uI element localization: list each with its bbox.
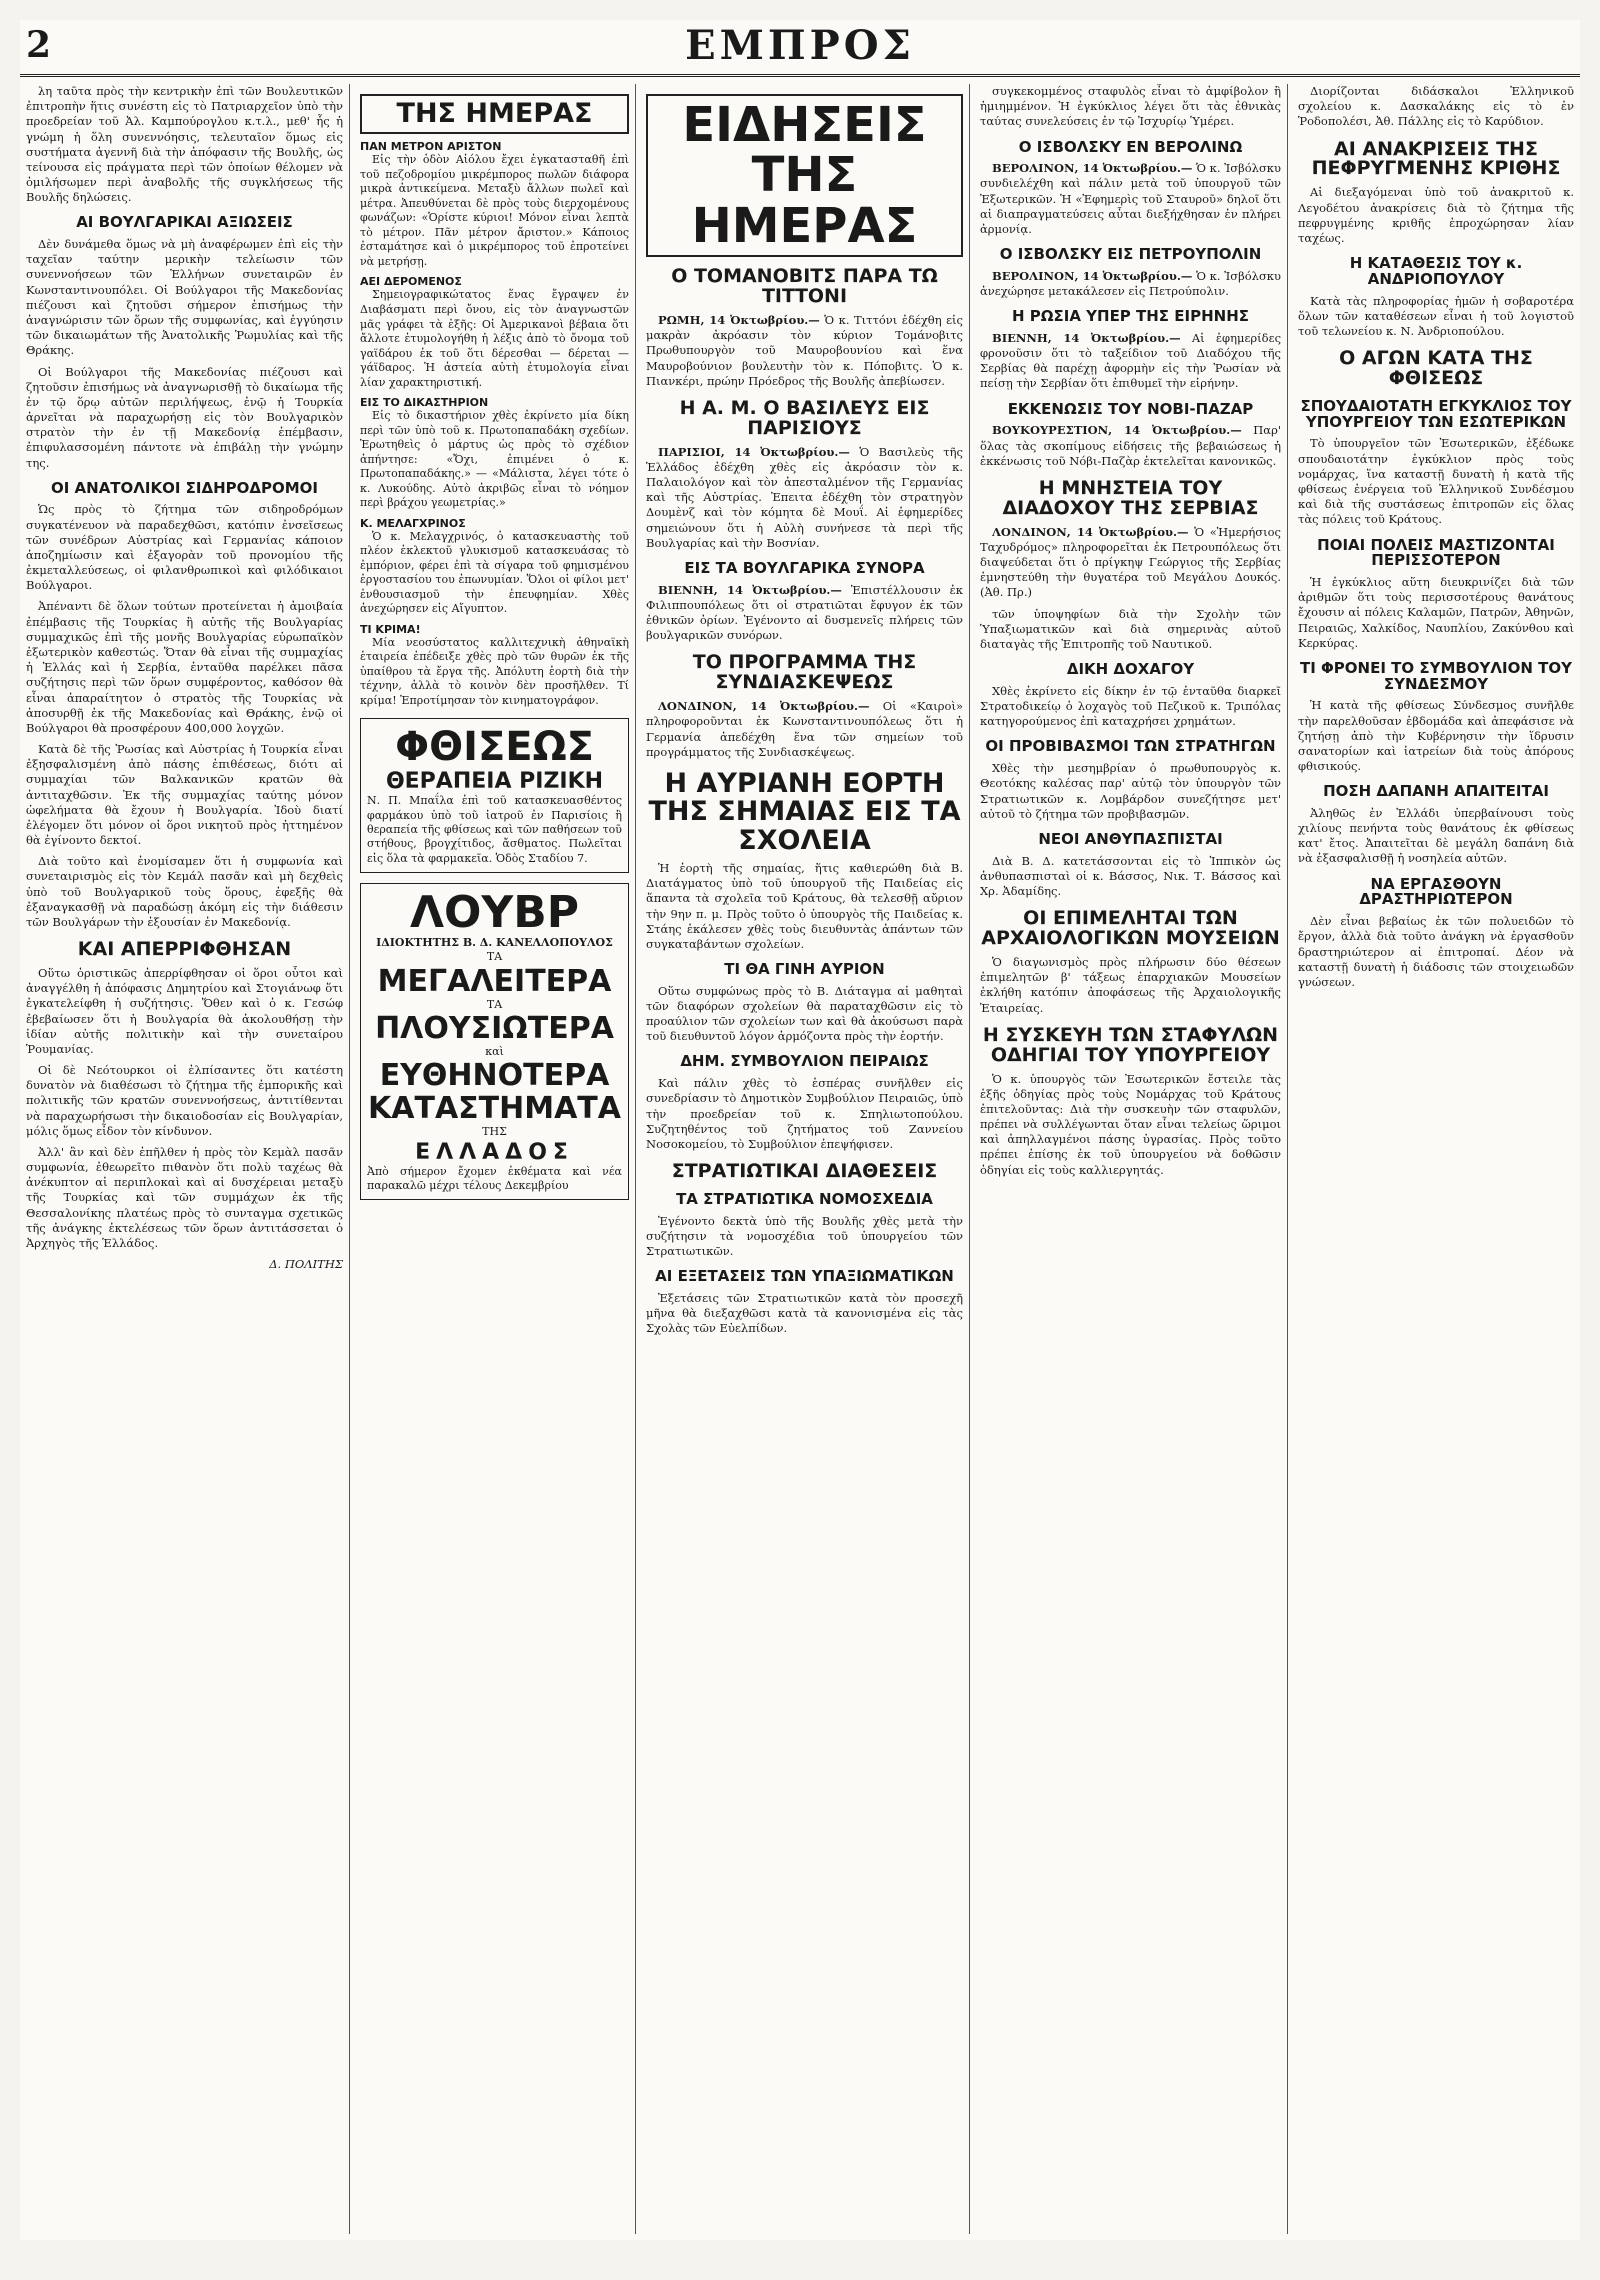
article-text: Ἀλλ' ἂν καὶ δὲν ἐπῆλθεν ἡ πρὸς τὸν Κεμὰλ πασᾶν συμφωνία, ἐθεωρεῖτο πιθανὸν ὅτι πολὺ ταχέως θὰ ἀνέκυπτον αἱ περιπλοκαὶ καὶ αἱ δυσχέρειαι μεταξὺ τῆς Τουρκίας καὶ τῶν συμμάχων ἐκ τῆς Θεσσαλονίκης πλατέως πρὸς τὸ συνταγμα σχετικῶς τῆς ἀνάγκης ἐκτελέσεως τῶν ὅρων ἀντιτάσσεται ὁ Ἀρχηγὸς τῆς Ἑλλάδος.	[26, 1144, 343, 1250]
ad-line: ΤΑ	[486, 950, 503, 964]
article-text: τῶν ὑποψηφίων διὰ τὴν Σχολὴν τῶν Ὑπαξιωματικῶν καὶ διὰ σημερινὰς αὐτοῦ διαταγὰς τῆς Ἐπιτροπῆς τοῦ Ναυτικοῦ.	[980, 606, 1281, 651]
ad-line: καὶ	[485, 1044, 504, 1058]
dateline: ΒΟΥΚΟΥΡΕΣΤΙΟΝ, 14 Ὀκτωβρίου.—	[992, 423, 1242, 438]
news-headline: Ο ΤΟΜΑΝΟΒΙΤΣ ΠΑΡΑ ΤΩ ΤΙΤΤΟΝΙ	[671, 265, 938, 308]
article-text: Κατὰ τὰς πληροφορίας ἡμῶν ἡ σοβαροτέρα ὅλων τῶν καταθέσεων εἶναι ἡ τοῦ λογιστοῦ τοῦ τελωνείου κ. Ν. Ἀνδριοπούλου.	[1298, 293, 1574, 338]
dateline: ΒΙΕΝΝΗ, 14 Ὀκτωβρίου.—	[992, 330, 1181, 345]
ad-body: Ν. Π. Μπαΐλα ἐπὶ τοῦ κατασκευασθέντος φαρμάκου ὑπὸ τοῦ ἰατροῦ ἐν Παρισίοις ἢ θεραπεία τῆς φθίσεως καὶ τῶν παθήσεων τοῦ στήθους, βρογχίτιδος, ἄσθματος. Πωλεῖται εἰς ὅλα τὰ φαρμακεῖα. Ὁδὸς Σταδίου 7.	[367, 794, 622, 865]
column-1	[20, 84, 350, 2234]
article-text: Ὡς πρὸς τὸ ζήτημα τῶν σιδηροδρόμων συγκατένευον νὰ παραδεχθῶσι, κατόπιν ἐνσεῖσεως τῶν συνέδρων Αὐστρίας καὶ Γερμανίας κάποιον ἀποζημίωσιν καὶ ἐξαγορὰν τοῦ προνομίου τῆς ἐκμεταλλεύσεως, οἱ φιλανθρωπικοὶ καὶ φιλόδικαιοι Βούλγαροι.	[26, 502, 343, 593]
ad-title: ΛΟΥΒΡ	[409, 886, 580, 938]
author-signature: Δ. ΠΟΛΙΤΗΣ	[269, 1257, 343, 1272]
article-text: Οἱ Βούλγαροι τῆς Μακεδονίας πιέζουσι καὶ ζητοῦσιν ἐπισήμως νὰ ἀναγνωρισθῇ τὸ δικαίωμα τῆς ἐν τῷ ὅρῳ αὐτῶν περιλήψεως, ἐνῷ ἡ Τουρκία ἀρνεῖται νὰ παραχωρήσῃ εἰς τὸν Βουλγαρικὸν στρατὸν τὴν ἐν τῇ Μακεδονίᾳ ἐπέμβασιν, ἐπιφυλασσομένη πάντοτε νὰ ἐπιβάλῃ τὴν γνώμην της.	[26, 364, 343, 470]
article-text: Ὁ «Ἡμερήσιος Ταχυδρόμος» πληροφορεῖται ἐκ Πετρουπόλεως ὅτι διαψεύδεται ὅτι ὁ πρίγκηψ Γεώργιος τῆς Σερβίας ἐμνηστεύθη τὴν θυγατέρα τοῦ Μεγάλου Δουκός. (Ἀθ. Πρ.)	[980, 524, 1281, 600]
news-headline: ΠΟΙΑΙ ΠΟΛΕΙΣ ΜΑΣΤΙΖΟΝΤΑΙ ΠΕΡΙΣΣΟΤΕΡΟΝ	[1317, 535, 1555, 570]
news-headline: ΔΗΜ. ΣΥΜΒΟΥΛΙΟΝ ΠΕΙΡΑΙΩΣ	[680, 1052, 929, 1071]
news-subheadline: ΣΠΟΥΔΑΙΟΤΑΤΗ ΕΓΚΥΚΛΙΟΣ ΤΟΥ ΥΠΟΥΡΓΕΙΟΥ ΤΩΝ ΕΣΩΤΕΡΙΚΩΝ	[1300, 396, 1572, 431]
ad-footer: Ἀπὸ σήμερον ἔχομεν ἐκθέματα καὶ νέα παρακαλῶ μέχρι τέλους Δεκεμβρίου	[367, 1164, 622, 1192]
article-text: Ἐξετάσεις τῶν Στρατιωτικῶν κατὰ τὸν προσεχῆ μῆνα θὰ διεξαχθῶσι κατὰ τὰ κανονισμένα εἰς τὰς Σχολὰς τῶν Εὐελπίδων.	[646, 1291, 963, 1336]
news-headline: Ο ΙΣΒΟΛΣΚΥ ΕΝ ΒΕΡΟΛΙΝΩ	[1018, 137, 1243, 156]
article-text: Χθὲς ἐκρίνετο εἰς δίκην ἐν τῷ ἐνταῦθα διαρκεῖ Στρατοδικείῳ ὁ λοχαγὸς τοῦ Πεζικοῦ κ. Τριπόλας κατηγορούμενος ἐπὶ καταχρήσει χρημάτων.	[980, 683, 1281, 729]
article-text: Ἐγένοντο δεκτὰ ὑπὸ τῆς Βουλῆς χθὲς μετὰ τὴν συζήτησιν τὰ νομοσχέδια τοῦ ὑπουργείου τῶν Στρατιωτικῶν.	[646, 1213, 963, 1259]
news-subheadline: ΤΑ ΣΤΡΑΤΙΩΤΙΚΑ ΝΟΜΟΣΧΕΔΙΑ	[676, 1190, 933, 1209]
column-3	[640, 84, 970, 2234]
news-headline: ΤΙ ΘΑ ΓΙΝΗ ΑΥΡΙΟΝ	[724, 960, 885, 979]
masthead	[20, 20, 1580, 77]
article-text: Διὰ Β. Δ. κατετάσσονται εἰς τὸ Ἱππικὸν ὡς ἀνθυπασπισταὶ οἱ κ. Βάσσος, Νικ. Τ. Βάσσος καὶ Χρ. Ἀδαμίδης.	[980, 853, 1281, 898]
article-text: Εἰς τὸ δικαστήριον χθὲς ἐκρίνετο μία δίκη περὶ τῶν ὑπὸ τοῦ κ. Πρωτοπαπαδάκη σχεδίων. Ἐρωτηθεὶς ὁ μάρτυς ὡς πρὸς τὸ σχέδιον ἀπήντησε: «Ὄχι, ἐπιμένει ὁ κ. Πρωτοπαπαδάκης.» — «Μάλιστα, λέγει τότε ὁ κ. Λυκούδης. Αὐτὸ ἀκριβῶς εἶναι τὸ νόημον περὶ βράχου γεωμετρίας.»	[360, 409, 629, 510]
column-4	[974, 84, 1288, 2234]
article-text: Καὶ πάλιν χθὲς τὸ ἑσπέρας συνῆλθεν εἰς συνεδρίασιν τὸ Δημοτικὸν Συμβούλιον Πειραιῶς, ὑπὸ τὴν προεδρείαν τοῦ κ. Σπηλιωτοπούλου. Συζητηθέντος τοῦ ζητήματος τοῦ Ζαννείου Νοσοκομείου, τὸ Συμβούλιον ἐπεψήφισεν.	[646, 1076, 963, 1151]
dateline: ΛΟΝΔΙΝΟΝ, 14 Ὀκτωβρίου.—	[992, 524, 1189, 539]
news-headline: ΕΙΣ ΤΑ ΒΟΥΛΓΑΡΙΚΑ ΣΥΝΟΡΑ	[684, 558, 925, 577]
ad-title: ΦΘΙΣΕΩΣ	[395, 724, 594, 771]
ad-line: ΕΛΛΑΔΟΣ	[415, 1139, 574, 1165]
column-2	[354, 84, 636, 2234]
news-headline: Ο ΑΓΩΝ ΚΑΤΑ ΤΗΣ ΦΘΙΣΕΩΣ	[1339, 347, 1533, 390]
article-text: Ὁ κ. Ἰσβόλσκυ ἀνεχώρησε μετακάλεσεν εἰς Πετρούπολιν.	[980, 268, 1281, 299]
news-headline: ΤΟ ΠΡΟΓΡΑΜΜΑ ΤΗΣ ΣΥΝΔΙΑΣΚΕΨΕΩΣ	[692, 651, 917, 694]
ad-subtitle: ΘΕΡΑΠΕΙΑ ΡΙΖΙΚΗ	[385, 769, 604, 795]
article-text: Ἡ ἐγκύκλιος αὕτη διευκρινίζει διὰ τῶν ἀριθμῶν ὅτι τοὺς περισσοτέρους θανάτους ἔχουσιν αἱ πόλεις Καλαμῶν, Πατρῶν, Ἀθηνῶν, Πειραιῶς, Χαλκίδος, Ναυπλίου, Ζακύνθου καὶ Κερκύρας.	[1298, 575, 1574, 650]
section-heading: ΑΙ ΒΟΥΛΓΑΡΙΚΑΙ ΑΞΙΩΣΕΙΣ	[76, 213, 293, 232]
dateline: ΒΙΕΝΝΗ, 14 Ὀκτωβρίου.—	[658, 582, 842, 597]
item-title: Κ. ΜΕΛΑΓΧΡΙΝΟΣ	[360, 516, 466, 530]
dateline: ΒΕΡΟΛΙΝΟΝ, 14 Ὀκτωβρίου.—	[992, 161, 1193, 176]
news-headline: Ο ΙΣΒΟΛΣΚΥ ΕΙΣ ΠΕΤΡΟΥΠΟΛΙΝ	[999, 245, 1262, 264]
article-text: Δὲν εἶναι βεβαίως ἐκ τῶν πολυειδῶν τὸ ἔργον, ἀλλὰ διὰ τοῦτο ἀνάγκη νὰ ἐργασθοῦν δραστηριώτερον αἱ ἐπιτροπαί. Δέον νὰ καταστῇ δυνατὴ ἡ διάδοσις τῶν στοιχειωδῶν γνώσεων.	[1298, 914, 1574, 989]
news-headline: Η ΣΥΣΚΕΥΗ ΤΩΝ ΣΤΑΦΥΛΩΝ ΟΔΗΓΙΑΙ ΤΟΥ ΥΠΟΥΡΓΕΙΟΥ	[982, 1023, 1279, 1066]
news-headline: ΑΙ ΕΞΕΤΑΣΕΙΣ ΤΩΝ ΥΠΑΞΙΩΜΑΤΙΚΩΝ	[655, 1267, 954, 1286]
section-heading: ΕΙΔΗΣΕΙΣ ΤΗΣ ΗΜΕΡΑΣ	[646, 94, 963, 257]
dateline: ΠΑΡΙΣΙΟΙ, 14 Ὀκτωβρίου.—	[658, 444, 850, 459]
article-text: Αἱ ἐφημερίδες φρονοῦσιν ὅτι τὸ ταξείδιον τοῦ Διαδόχου τῆς Σερβίας θὰ παρέχῃ ἀφορμὴν εἰς τὴν Ῥωσίαν νὰ πείσῃ τὴν Σερβίαν ὅτι ἐπιθυμεῖ τὴν εἰρήνην.	[980, 330, 1282, 391]
article-text: Ὁ κ. Τιττόνι ἐδέχθη εἰς μακρὰν ἀκρόασιν τὸν κύριον Τομάνοβιτς Πρωθυπουργὸν τοῦ Μαυροβουνίου καὶ ἕνα Μαυροβούνιον βουλευτὴν τὸν κ. Πόποβιτς. Ὁ κ. Πιανκέρι, πρώην Πρόεδρος τῆς Βουλῆς ἀπεβίωσεν.	[646, 313, 963, 388]
article-text: λη ταῦτα πρὸς τὴν κεντρικὴν ἐπὶ τῶν Βουλευτικῶν ἐπιτροπὴν ἥτις συνέστη εἰς τὸ Πατριαρχεῖον ὑπὸ τὴν προεδρείαν τοῦ Ἀλ. Καμπούρογλου κ.τ.λ., μεθ' ἧς ἡ γνώμη ἡ ὅλη συνεννόησις, τελευταῖον ὅμως εἰς συστήματα ἀγεννῆ διὰ τὴν ἀπόφασιν τῆς Βουλῆς, ὡς τείνουσα εἰς πράγματα περὶ τῶν ὁποίων θέλομεν νὰ ὁμιλήσωμεν περὶ ἀναβολῆς τῆς συγκλήσεως τῆς Βουλῆς δηλώσεις.	[26, 84, 343, 205]
dateline: ΡΩΜΗ, 14 Ὀκτωβρίου.—	[658, 313, 820, 328]
article-text: Ὁ κ. ὑπουργὸς τῶν Ἐσωτερικῶν ἔστειλε τὰς ἑξῆς ὁδηγίας πρὸς τοὺς Νομάρχας τοῦ Κράτους ἐπιτελοῦντας: Διὰ τὴν συσκευὴν τῶν σταφυλῶν, πρέπει νὰ συλλέγωνται ὅταν εἶναι τελείως ὥριμοι καὶ ἀπηλλαγμένοι πάσης ὑγρασίας. Πρὸς τοῦτο πρέπει ἐπίσης ἐκ τοῦ ὑπουργείου νὰ δοθῶσιν ὁδηγίαι εἰς τοὺς καλλιεργητάς.	[980, 1071, 1281, 1177]
news-headline: ΑΙ ΑΝΑΚΡΙΣΕΙΣ ΤΗΣ ΠΕΦΡΥΓΜΕΝΗΣ ΚΡΙΘΗΣ	[1311, 137, 1561, 180]
article-text: Εἰς τὴν ὁδὸν Αἰόλου ἔχει ἐγκατασταθῆ ἐπὶ τοῦ πεζοδρομίου μικρέμπορος πωλῶν διάφορα μικρὰ ἀντικείμενα. Μεταξὺ ἄλλων πωλεῖ καὶ μέτρα. Ἀπευθύνεται δὲ πρὸς τοὺς διερχομένους φωνάζων: «Ὁρίστε κύριοι! Μόνον εἶναι λεπτὰ τὸ μέτρον. Πᾶν μέτρον ἄριστον.» Κάποιος ἐσταμάτησε καὶ ὁ μικρέμπορος τοῦ ἐπροτείνει νὰ μετρήσῃ.	[360, 153, 629, 268]
section-heading: ΟΙ ΑΝΑΤΟΛΙΚΟΙ ΣΙΔΗΡΟΔΡΟΜΟΙ	[50, 478, 319, 497]
newspaper-title: ΕΜΠΡΟΣ	[685, 22, 915, 69]
item-title: ΠΑΝ ΜΕΤΡΟΝ ΑΡΙΣΤΟΝ	[360, 140, 502, 154]
news-headline: ΝΕΟΙ ΑΝΘΥΠΑΣΠΙΣΤΑΙ	[1038, 829, 1223, 848]
article-text: συγκεκομμένος σταφυλὸς εἶναι τὸ ἀμφίβολον ἢ ἡμιημμένον. Ἡ ἐγκύκλιος λέγει ὅτι τὰς ἐθνικὰς ταύτας συνελεύσεις ἐν τῷ Ἰσχυρίῳ Ὑμέρει.	[980, 84, 1281, 129]
item-title: ΕΙΣ ΤΟ ΔΙΚΑΣΤΗΡΙΟΝ	[360, 396, 489, 410]
dateline: ΛΟΝΔΙΝΟΝ, 14 Ὀκτωβρίου.—	[658, 699, 870, 714]
article-text: Ἐπιστέλλουσιν ἐκ Φιλιππουπόλεως ὅτι οἱ στρατιῶται ἔφυγον ἐκ τῶν ἐθνικῶν ὁρίων. Ἐγένοντο αἱ δυσμενεῖς πλήρεις τῶν βουλγαρικῶν συνόρων.	[646, 582, 963, 643]
news-headline: Η Α. Μ. Ο ΒΑΣΙΛΕΥΣ ΕΙΣ ΠΑΡΙΣΙΟΥΣ	[679, 396, 930, 439]
article-text: Αἱ διεξαγόμεναι ὑπὸ τοῦ ἀνακριτοῦ κ. Λεγοδέτου ἀνακρίσεις διὰ τὸ ζήτημα τῆς πεφρυγμένης κριθῆς ἐπροχώρησαν λίαν ταχέως.	[1298, 185, 1574, 245]
page-number: 2	[26, 24, 52, 66]
article-text: Δὲν δυνάμεθα ὅμως νὰ μὴ ἀναφέρωμεν ἐπὶ εἰς τὴν ταχεῖαν ταύτην μερικὴν τελείωσιν τῶν συνεννοήσεων τῶν Ἑλλήνων συνεταιρῶν ἐν Κωνσταντινουπόλει. Οἱ Βούλγαροι τῆς Μακεδονίας πιέζουσι καὶ ζητοῦσι σήμερον ἐπισήμως τὴν ἀναγνώρισιν τῶν ὅρων τῆς συμφωνίας, καὶ ἐγγύησιν τῶν δικαιωμάτων τῆς Ἀνατολικῆς Ῥωμυλίας καὶ τῆς Θράκης.	[26, 237, 343, 358]
news-headline: Η ΑΥΡΙΑΝΗ ΕΟΡΤΗ ΤΗΣ ΣΗΜΑΙΑΣ ΕΙΣ ΤΑ ΣΧΟΛΕΙΑ	[648, 767, 961, 856]
news-headline: ΕΚΚΕΝΩΣΙΣ ΤΟΥ ΝΟΒΙ-ΠΑΖΑΡ	[1007, 399, 1254, 418]
news-headline: ΟΙ ΠΡΟΒΙΒΑΣΜΟΙ ΤΩΝ ΣΤΡΑΤΗΓΩΝ	[985, 737, 1276, 756]
article-text: Χθὲς τὴν μεσημβρίαν ὁ πρωθυπουργὸς κ. Θεοτόκης καλέσας παρ' αὐτῷ τὸν ὑπουργὸν τῶν Στρατιωτικῶν κ. Λομβάρδον συνεζήτησε μετ' αὐτοῦ τὸ ζήτημα τῶν προβιβασμῶν.	[980, 761, 1281, 821]
ad-line: ΤΗΣ	[482, 1125, 507, 1139]
dateline: ΒΕΡΟΛΙΝΟΝ, 14 Ὀκτωβρίου.—	[992, 268, 1193, 283]
ad-line: ΤΑ	[486, 997, 503, 1011]
news-headline: ΤΙ ΦΡΟΝΕΙ ΤΟ ΣΥΜΒΟΥΛΙΟΝ ΤΟΥ ΣΥΝΔΕΣΜΟΥ	[1300, 658, 1572, 693]
advertisement-phthisis	[360, 718, 629, 872]
section-heading: ΚΑΙ ΑΠΕΡΡΙΦΘΗΣΑΝ	[77, 938, 292, 961]
item-title: ΑΕΙ ΔΕΡΟΜΕΝΟΣ	[360, 275, 462, 289]
ad-line: ΜΕΓΑΛΕΙΤΕΡΑ	[377, 963, 612, 999]
article-text: Οὕτω ὁριστικῶς ἀπερρίφθησαν οἱ ὅροι οὗτοι καὶ ἀναγγέλθη ἡ ἀπόφασις Δημητρίου καὶ Στογιάνωφ ὅτι ἐγκατελείφθη ἡ συζήτησις. Ὅθεν καὶ ὁ κ. Γεσώφ ἐβεβαίωσεν ὅτι ἡ Βουλγαρία θὰ ἀκολουθήσῃ τὴν ἰδίαν αὐτῆς πολιτικὴν καὶ τὴν συνεταίρου Ῥουμανίας.	[26, 966, 343, 1056]
newspaper-page	[20, 20, 1580, 2240]
news-headline: ΠΟΣΗ ΔΑΠΑΝΗ ΑΠΑΙΤΕΙΤΑΙ	[1323, 782, 1549, 801]
article-text: Κατὰ δὲ τῆς Ῥωσίας καὶ Αὐστρίας ἡ Τουρκία εἶναι ἐξησφαλισμένη ἀπὸ πάσης ἐπιθέσεως, διότι αἱ συμμαχίαι τῶν Βαλκανικῶν κρατῶν θὰ ἀντιταχθῶσιν. Ἐκ τῆς συμμαχίας ταύτης μόνον ὠφελήματα θὰ ἔχουν ἡ Βουλγαρία. Ἰδοὺ διατί ἐλέγομεν ὅτι μόνον οἱ ὅροι νικητοῦ πρὸς ἡττημένον θὰ ἐγίνοντο δεκτοί.	[26, 742, 343, 848]
article-text: Ἀπέναντι δὲ ὅλων τούτων προτείνεται ἡ ἀμοιβαία ἐπέμβασις τῆς Τουρκίας ἢ αὐτῆς τῆς Βουλγαρίας συμμαχικῶς ἐπὶ τῆς μονῆς Βουλγαρίας εὐρωπαϊκὸν ἐξωτερικὸν καθεστώς. Ὅταν θὰ εἶναι τῆς συμμαχίας ἡ Ἑλλάς καὶ ἡ Σερβία, ἐνταῦθα παρέλκει πᾶσα συζήτησις περὶ τῶν ὅρων συμφέροντος, καθόσον θὰ εἶναι ἀπαραίτητον ὁ στρατὸς τῆς Τουρκίας νὰ ἀποσυρθῇ ἐκ τῆς Μακεδονίας καὶ Θράκης, ἐνῷ οἱ Βούλγαροι θὰ προσφέρουν 400,000 λογχῶν.	[26, 599, 343, 735]
article-text: Ἡ κατὰ τῆς φθίσεως Σύνδεσμος συνῆλθε τὴν παρελθοῦσαν ἑβδομάδα καὶ ἀπεφάσισε νὰ ζητήσῃ ἀπὸ τὴν Κυβέρνησιν τὴν ἵδρυσιν σανατορίων καὶ ἰατρείων διὰ τοὺς ἀπόρους φθισικούς.	[1298, 698, 1574, 774]
news-headline: ΣΤΡΑΤΙΩΤΙΚΑΙ ΔΙΑΘΕΣΕΙΣ	[671, 1160, 938, 1183]
article-text: Οἱ «Καιροὶ» πληροφοροῦνται ἐκ Κωνσταντινουπόλεως ὅτι ἡ Γερμανία ἀπεδέχθη ἕνα τῶν σημείων τοῦ προγράμματος τῆς Συνδιασκέψεως.	[646, 699, 963, 759]
item-title: ΤΙ ΚΡΙΜΑ!	[360, 622, 421, 636]
ad-line: ΚΑΤΑΣΤΗΜΑΤΑ	[368, 1091, 621, 1127]
article-text: Διὰ τοῦτο καὶ ἐνομίσαμεν ὅτι ἡ συμφωνία καὶ συνεταιρισμὸς εἰς τὸν Κεμάλ πασᾶν καὶ μὴ δεχθεὶς ὑπὸ τοῦ Βουλγαρικοῦ τοὺς ὅρους, ἐφεξῆς θὰ ἐξαναγκασθῇ νὰ παραδώσῃ ἀκόμη εἰς τὴν διάθεσιν τῶν Βουλγάρων τὴν ἐξουσίαν ἐν Μακεδονίᾳ.	[26, 854, 343, 929]
article-text: Ἀληθῶς ἐν Ἑλλάδι ὑπερβαίνουσι τοὺς χιλίους πενήντα τοὺς θανάτους ἐκ φθίσεως κατ' ἔτος. Ἀπαιτεῖται δὲ μεγάλη δαπάνη διὰ νὰ ἐξασφαλισθῇ ἡ νοσηλεία αὐτῶν.	[1298, 805, 1574, 866]
article-text: Μία νεοσύστατος καλλιτεχνικὴ ἀθηναϊκὴ ἑταιρεία ἐπέδειξε χθὲς πρὸ τῶν θυρῶν ἐκ τῆς ὑπαίθρου τὰ ἔργα τῆς. Ἀπόλυτη ἑορτὴ διὰ τὴν τέχνην, ἀλλὰ τὸ κοινὸν δὲν προσῆλθεν. Τί κρίμα! Ἐπροτίμησαν τὸν κινηματογράφον.	[360, 635, 629, 707]
article-text: Ὁ κ. Ἰσβόλσκυ συνδιελέχθη καὶ πάλιν μετὰ τοῦ ὑπουργοῦ τῶν Ἐξωτερικῶν. Ἡ «Ἐφημερὶς τοῦ Σταυροῦ» δηλοῖ ὅτι αἱ διαπραγματεύσεις αὗται διεξήχθησαν ἐν πλήρει ἀρμονίᾳ.	[980, 161, 1281, 236]
article-text: Οὕτω συμφώνως πρὸς τὸ Β. Διάταγμα αἱ μαθηταὶ τῶν διαφόρων σχολείων θὰ παραταχθῶσιν εἰς τὸ προαύλιον τῶν σχολείων των καὶ θὰ ἀκούσωσι παρὰ τοῦ διευθυντοῦ λόγον ἁρμόζοντα πρὸς τὴν ἑορτήν.	[646, 983, 963, 1044]
news-headline: Η ΡΩΣΙΑ ΥΠΕΡ ΤΗΣ ΕΙΡΗΝΗΣ	[1011, 307, 1250, 326]
ad-owner: ΙΔΙΟΚΤΗΤΗΣ Β. Δ. ΚΑΝΕΛΛΟΠΟΥΛΟΣ	[376, 936, 613, 950]
ad-line: ΕΥΘΗΝΟΤΕΡΑ	[379, 1058, 610, 1094]
article-text: Ἡ ἑορτὴ τῆς σημαίας, ἥτις καθιερώθη διὰ Β. Διατάγματος ὑπὸ τοῦ ὑπουργοῦ τῆς Παιδείας εἰς ἅπαντα τὰ σχολεῖα τοῦ Κράτους, θὰ τελεσθῇ αὔριον τὴν 9ην π. μ. Πρὸς τοῦτο ὁ ὑπουργὸς τῆς Παιδείας κ. Στάης ἐκάλεσεν χθὲς τοὺς διευθυντὰς ἁπάντων τῶν συγκαταβάντων σχολείων.	[646, 861, 963, 951]
article-text: Οἱ δὲ Νεότουρκοι οἱ ἐλπίσαντες ὅτι κατέστη δυνατὸν νὰ διαθέσωσι τὸ ζήτημα τῆς ἐμπορικῆς καὶ πολιτικῆς τῶν κρατῶν συνεννοήσεως, ἀντιτίθενται νὰ παραχωρήσωσι τὴν δικαιοδοσίαν εἰς Βουλγαρίαν, μόλις ὅμως εἶδον τὸν κίνδυνον.	[26, 1063, 343, 1138]
article-text: Διορίζονται διδάσκαλοι Ἑλληνικοῦ σχολείου κ. Δασκαλάκης εἰς τὸ ἐν Ῥοδοπολέσι, Ἀθ. Πάλλης εἰς τὸ Καρύδιον.	[1298, 84, 1574, 129]
news-headline: ΟΙ ΕΠΙΜΕΛΗΤΑΙ ΤΩΝ ΑΡΧΑΙΟΛΟΓΙΚΩΝ ΜΟΥΣΕΙΩΝ	[981, 907, 1280, 950]
news-headline: ΝΑ ΕΡΓΑΣΘΟΥΝ ΔΡΑΣΤΗΡΙΩΤΕΡΟΝ	[1359, 874, 1513, 909]
article-text: Παρ' ὅλας τὰς σκοπίμους εἰδήσεις τῆς βεβαιώσεως ἡ ἐκκένωσις τοῦ Νόβι-Παζὰρ ἐκτελεῖται κανονικῶς.	[980, 423, 1281, 468]
section-heading: ΤΗΣ ΗΜΕΡΑΣ	[360, 94, 629, 134]
ad-line: ΠΛΟΥΣΙΩΤΕΡΑ	[375, 1010, 614, 1046]
article-text: Τὸ ὑπουργεῖον τῶν Ἐσωτερικῶν, ἐξέδωκε σπουδαιοτάτην ἐγκύκλιον πρὸς τοὺς νομάρχας, ἵνα καταστῇ δυνατὴ ἡ κατὰ τῆς φθίσεως ἐνέργεια τοῦ Ἑλληνικοῦ Συνδέσμου καὶ διὰ τῆς συστάσεως ἐπιτροπῶν εἰς ὅλας τὰς πόλεις τοῦ Κράτους.	[1298, 436, 1574, 527]
news-headline: Η ΚΑΤΑΘΕΣΙΣ ΤΟΥ κ. ΑΝΔΡΙΟΠΟΥΛΟΥ	[1349, 254, 1523, 288]
article-text: Ὁ διαγωνισμὸς πρὸς πλήρωσιν δύο θέσεων ἐπιμελητῶν β' τάξεως ἐπαρχιακῶν Μουσείων ἐκλήθη κατόπιν ἀποφάσεως τῆς Ἀρχαιολογικῆς Ἑταιρείας.	[980, 955, 1281, 1015]
advertisement-louvre	[360, 883, 629, 1200]
news-headline: ΔΙΚΗ ΔΟΧΑΓΟΥ	[1066, 660, 1195, 679]
column-5	[1292, 84, 1580, 2234]
article-text: Ὁ Βασιλεὺς τῆς Ἑλλάδος ἐδέχθη χθὲς εἰς ἀκρόασιν τὸν κ. Παλαιολόγον καὶ τὸν ἀπεσταλμένον τῆς Γερμανίας καὶ τῆς Αὐστρίας. Ἐπειτα ἐδέχθη τὸν στρατηγὸν Δουμὲνζ καὶ τὸν κόμητα δὲ Μουΐ. Αἱ ἐφημερίδες σημειώνουν ὅτι ἡ Αὐλὴ συνήνεσε τὰ περὶ τῆς Βουλγαρίας καὶ τὴν Βοσνίαν.	[646, 444, 964, 550]
article-text: Σημειογραφικώτατος ἕνας ἔγραψεν ἐν Διαβάσματι περὶ ὄνου, εἰς τὸν ἀναγνωστῶν μᾶς γράφει τὰ ἑξῆς: Οἱ Ἀμερικανοὶ βέβαια ὅτι ἄλλοτε ἐτυμολογήθη ἡ λέξις ἀπὸ τὸ ὄνομα τοῦ γαϊδάρου ἐκ τοῦ ὅτι δέρεσθαι — δέρεται — γάϊδαρος. Ἡ ἀστεία αὐτὴ ἐτυμολογία εἶναι λίαν χαρακτηριστική.	[360, 288, 629, 389]
article-text: Ὁ κ. Μελαγχρινός, ὁ κατασκευαστὴς τοῦ πλέον ἐκλεκτοῦ γλυκισμοῦ κατασκευάσας τὸ ἐμπόριον, φέρει ἐπὶ τὰ σίγαρα τοῦ φημισμένου ἐργοστασίου του ἐπωνυμίαν. Ὅλοι οἱ φίλοι μετ' ἐνθουσιασμοῦ τὴν ἐπευφημίαν. Χθὲς ἀνεχώρησεν εἰς Αἴγυπτον.	[360, 529, 629, 616]
news-headline: Η ΜΝΗΣΤΕΙΑ ΤΟΥ ΔΙΑΔΟΧΟΥ ΤΗΣ ΣΕΡΒΙΑΣ	[1002, 476, 1259, 519]
